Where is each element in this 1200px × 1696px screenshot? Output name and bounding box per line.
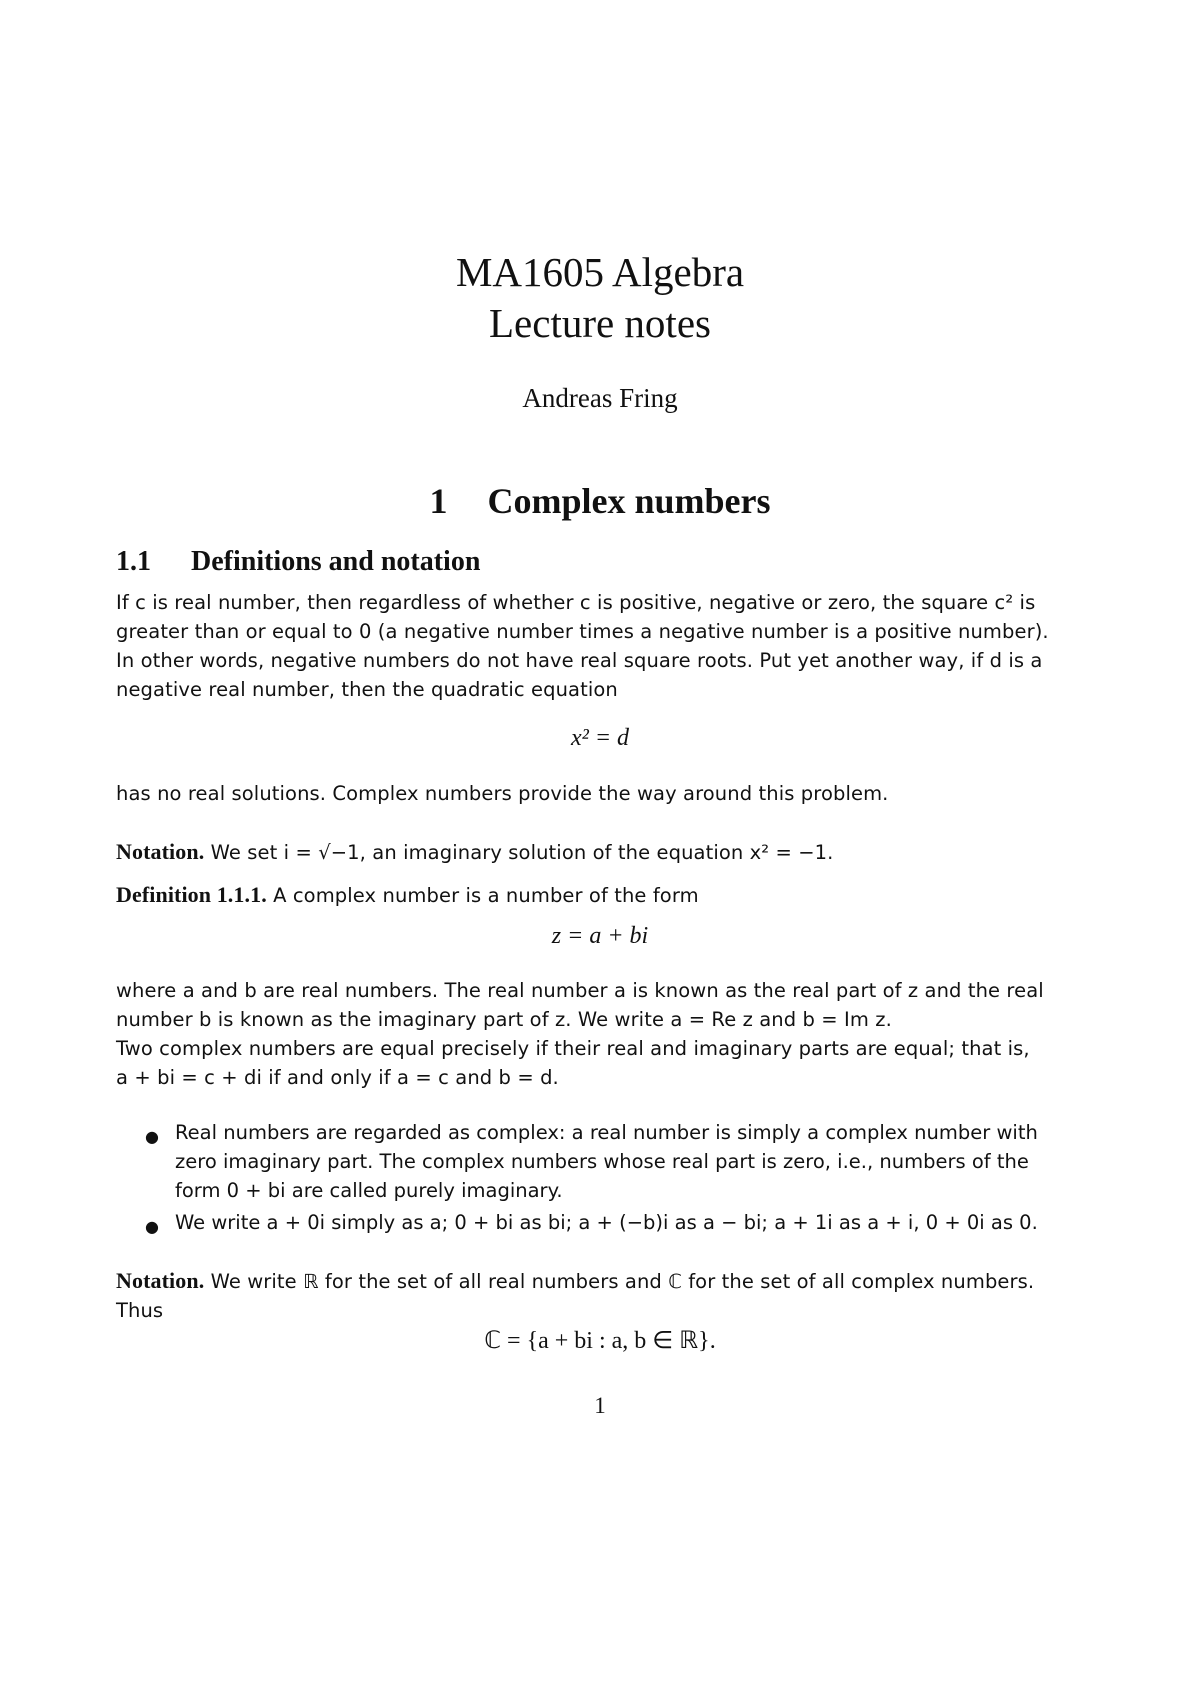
- bullet-line: form 0 + bi are called purely imaginary.: [175, 1179, 563, 1202]
- subsection-heading: [116, 546, 480, 578]
- equation-x-squared: x² = d: [570, 725, 630, 751]
- notation-thus: Thus: [116, 1299, 164, 1322]
- bullet-marker: ●: [145, 1217, 159, 1236]
- notation-imaginary-unit: [116, 837, 1094, 867]
- bullet-marker: ●: [145, 1127, 159, 1146]
- notation-line: [116, 1266, 1094, 1296]
- notation-line: [116, 837, 1094, 867]
- equation-z: z = a + bi: [551, 923, 649, 949]
- author-name: Andreas Fring: [522, 383, 678, 413]
- paragraph-line: where a and b are real numbers. The real number a is known as the real part of z and the real: [116, 979, 1044, 1002]
- equation-complex-set: ℂ = {a + bi : a, b ∈ ℝ}.: [484, 1328, 716, 1354]
- bullet-line: Real numbers are regarded as complex: a real number is simply a complex number with: [175, 1121, 1038, 1144]
- notation-text: We set i = √−1, an imaginary solution of the equation x² = −1.: [210, 841, 834, 864]
- paragraph-no-real-solutions: [116, 779, 1094, 808]
- bullet-line: zero imaginary part. The complex numbers whose real part is zero, i.e., numbers of the: [175, 1150, 1029, 1173]
- subsection-title: Definitions and notation: [191, 546, 481, 577]
- page-number: 1: [594, 1393, 606, 1418]
- section-number: 1: [429, 481, 448, 521]
- subsection-number: 1.1: [116, 546, 151, 577]
- notation-text: We write ℝ for the set of all real numbers and ℂ for the set of all complex numbers.: [210, 1270, 1035, 1293]
- notation-sets: [116, 1266, 1094, 1325]
- bullet-item-real-numbers: [175, 1118, 1095, 1205]
- paragraph-line: In other words, negative numbers do not have real square roots. Put yet another way, if d is a: [116, 649, 1043, 672]
- definition-text: A complex number is a number of the form: [273, 884, 699, 907]
- section-heading: [0, 480, 1200, 522]
- paragraph-line: greater than or equal to 0 (a negative number times a negative number is a positive number).: [116, 620, 1049, 643]
- notation-label: Notation.: [116, 1268, 205, 1293]
- paragraph-line: negative real number, then the quadratic equation: [116, 678, 618, 701]
- paragraph-line: has no real solutions. Complex numbers provide the way around this problem.: [116, 782, 889, 805]
- document-subtitle: Lecture notes: [489, 300, 711, 346]
- definition-label: Definition 1.1.1.: [116, 882, 267, 907]
- notation-label: Notation.: [116, 839, 205, 864]
- definition-line: [116, 880, 1094, 910]
- bullet-item-notation-shortcuts: [175, 1208, 1095, 1237]
- paragraph-line: If c is real number, then regardless of whether c is positive, negative or zero, the square c² is: [116, 591, 1036, 614]
- document-title: MA1605 Algebra: [455, 249, 745, 295]
- intro-paragraph: [116, 588, 1094, 704]
- paragraph-line: a + bi = c + di if and only if a = c and b = d.: [116, 1066, 559, 1089]
- bullet-line: We write a + 0i simply as a; 0 + bi as bi; a + (−b)i as a − bi; a + 1i as a + i, 0 + 0i as 0.: [175, 1211, 1038, 1234]
- definition-complex-number: [116, 880, 1094, 910]
- paragraph-real-imaginary-parts: [116, 976, 1094, 1092]
- section-title: Complex numbers: [487, 481, 771, 521]
- paragraph-line: number b is known as the imaginary part of z. We write a = Re z and b = Im z.: [116, 1008, 892, 1031]
- paragraph-line: Two complex numbers are equal precisely if their real and imaginary parts are equal; that is,: [116, 1037, 1030, 1060]
